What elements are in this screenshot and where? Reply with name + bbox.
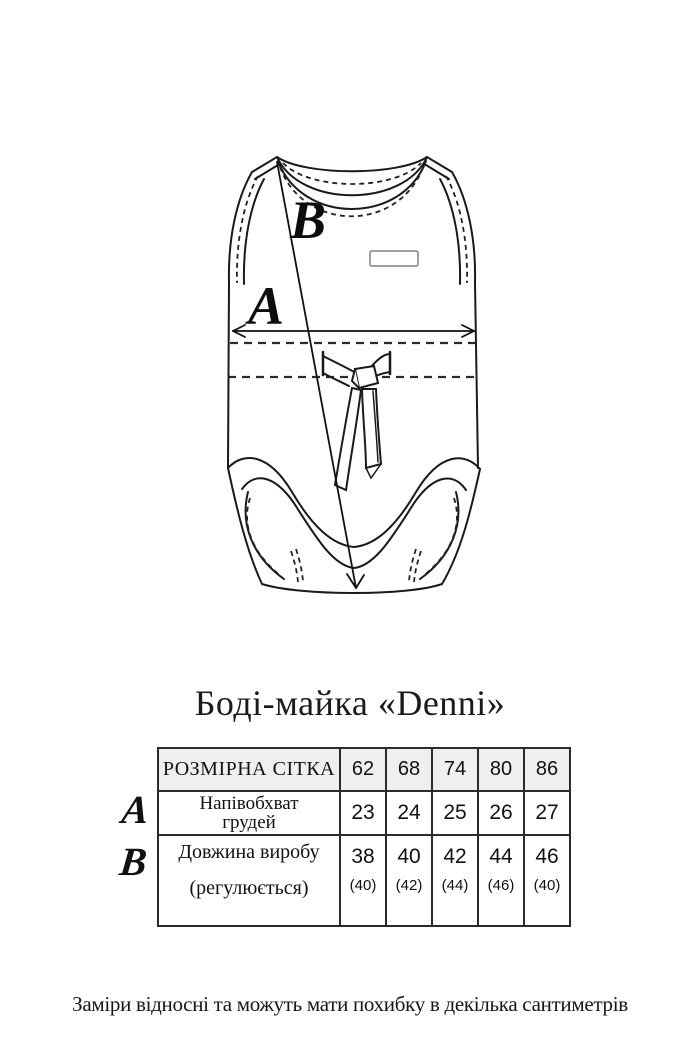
row-marker-a: A bbox=[119, 787, 152, 832]
size-table bbox=[157, 747, 571, 927]
chest-label-patch bbox=[370, 251, 418, 266]
length-value: 38 (40) bbox=[340, 835, 386, 926]
row-marker-b: B bbox=[117, 839, 150, 884]
size-column-62: 62 bbox=[340, 748, 386, 791]
drawstring-tie bbox=[323, 352, 390, 490]
measure-label-b: B bbox=[290, 190, 327, 250]
product-length-row bbox=[158, 835, 570, 926]
length-value: 42 (44) bbox=[432, 835, 478, 926]
size-column-74: 74 bbox=[432, 748, 478, 791]
size-table-header-row bbox=[158, 748, 570, 791]
size-column-68: 68 bbox=[386, 748, 432, 791]
length-value: 44 (46) bbox=[478, 835, 524, 926]
product-title: Боді-майка «Denni» bbox=[194, 683, 506, 723]
chest-value: 27 bbox=[524, 791, 570, 835]
size-column-80: 80 bbox=[478, 748, 524, 791]
chest-value: 23 bbox=[340, 791, 386, 835]
product-length-label: Довжина виробу (регулюється) bbox=[158, 835, 340, 926]
size-column-86: 86 bbox=[524, 748, 570, 791]
chest-value: 26 bbox=[478, 791, 524, 835]
size-grid-header: РОЗМІРНА СІТКА bbox=[158, 748, 340, 791]
length-value: 40 (42) bbox=[386, 835, 432, 926]
length-value: 46 (40) bbox=[524, 835, 570, 926]
chest-half-girth-row bbox=[158, 791, 570, 835]
chest-value: 25 bbox=[432, 791, 478, 835]
disclaimer-note: Заміри відносні та можуть мати похибку в декілька сантиметрів bbox=[72, 992, 628, 1016]
chest-value: 24 bbox=[386, 791, 432, 835]
chest-half-girth-label: Напівобхват грудей bbox=[158, 791, 340, 835]
stitch-dashed-lines bbox=[237, 163, 467, 582]
measure-label-a: A bbox=[248, 276, 285, 336]
